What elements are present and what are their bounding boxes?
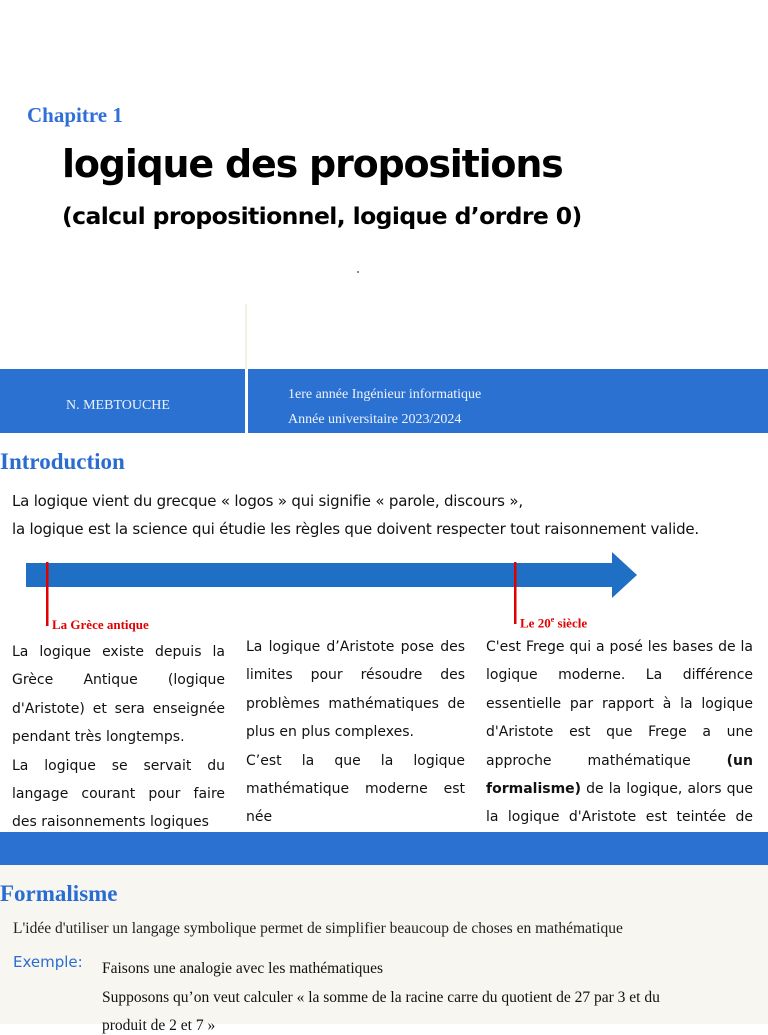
introduction-line: la logique est la science qui étudie les règles que doivent respecter tout raisonnement valide.: [12, 520, 699, 538]
paragraph: C’est la que la logique mathématique moderne est née: [246, 752, 465, 826]
paragraph: [486, 633, 753, 860]
introduction-heading: Introduction: [0, 449, 125, 474]
academic-year: Année universitaire 2023/2024: [288, 412, 462, 427]
chapter-label: Chapitre 1: [27, 103, 123, 127]
timeline-marker-greece: [46, 562, 49, 626]
paragraph-text: de la logique, alors que la logique d'Aristote est teintée de: [486, 781, 753, 826]
example-line: produit de 2 et 7 »: [102, 1017, 216, 1034]
page-subtitle: (calcul propositionnel, logique d’ordre 0): [62, 202, 582, 230]
banner-divider: [245, 369, 248, 433]
formalisme-text: L'idée d'utiliser un langage symbolique permet de simplifier beaucoup de choses en mathématique: [13, 920, 623, 937]
timeline-arrow: [0, 548, 768, 631]
era-label-sup: e: [550, 615, 555, 624]
formalisme-heading: Formalisme: [0, 881, 118, 906]
era-label-greece: La Grèce antique: [52, 617, 149, 632]
author-name: N. MEBTOUCHE: [66, 398, 170, 413]
timeline-marker-20th-century: [514, 562, 517, 624]
era-label-suffix: siècle: [554, 615, 588, 631]
arrow-shape: [26, 552, 637, 598]
example-label: Exemple:: [13, 953, 83, 971]
paragraph: La logique se servait du langage courant pour faire des raisonnements logiques: [12, 757, 225, 831]
paragraph: La logique existe depuis la Grèce Antique (logique d'Aristote) et sera enseignée pendant très longtemps.: [12, 644, 225, 746]
example-line: Supposons qu’on veut calculer « la somme de la racine carre du quotient de 27 par 3 et du: [102, 989, 660, 1006]
formalism-emphasis: (un formalisme): [486, 752, 753, 798]
course-level: 1ere année Ingénieur informatique: [288, 387, 482, 402]
page-title: logique des propositions: [62, 142, 563, 186]
era-label-20th-century: [520, 615, 587, 631]
section-separator-band: [0, 832, 768, 865]
decorative-divider: [245, 304, 247, 370]
era-label-prefix: Le 20: [520, 615, 551, 631]
column-greece: [12, 638, 225, 837]
paragraph-text: C'est Frege qui a posé les bases de la logique moderne. La différence essentielle par rapport à la logique d'Aristote est que Frege a une approche mathématique: [486, 639, 753, 769]
column-aristote: [246, 633, 465, 832]
example-line: Faisons une analogie avec les mathématiques: [102, 960, 384, 977]
column-frege: [486, 633, 753, 860]
paragraph: La logique d’Aristote pose des limites pour résoudre des problèmes mathématiques de plus en plus complexes.: [246, 639, 465, 741]
introduction-line: La logique vient du grecque « logos » qui signifie « parole, discours »,: [12, 492, 523, 510]
decorative-dot: [357, 271, 359, 273]
